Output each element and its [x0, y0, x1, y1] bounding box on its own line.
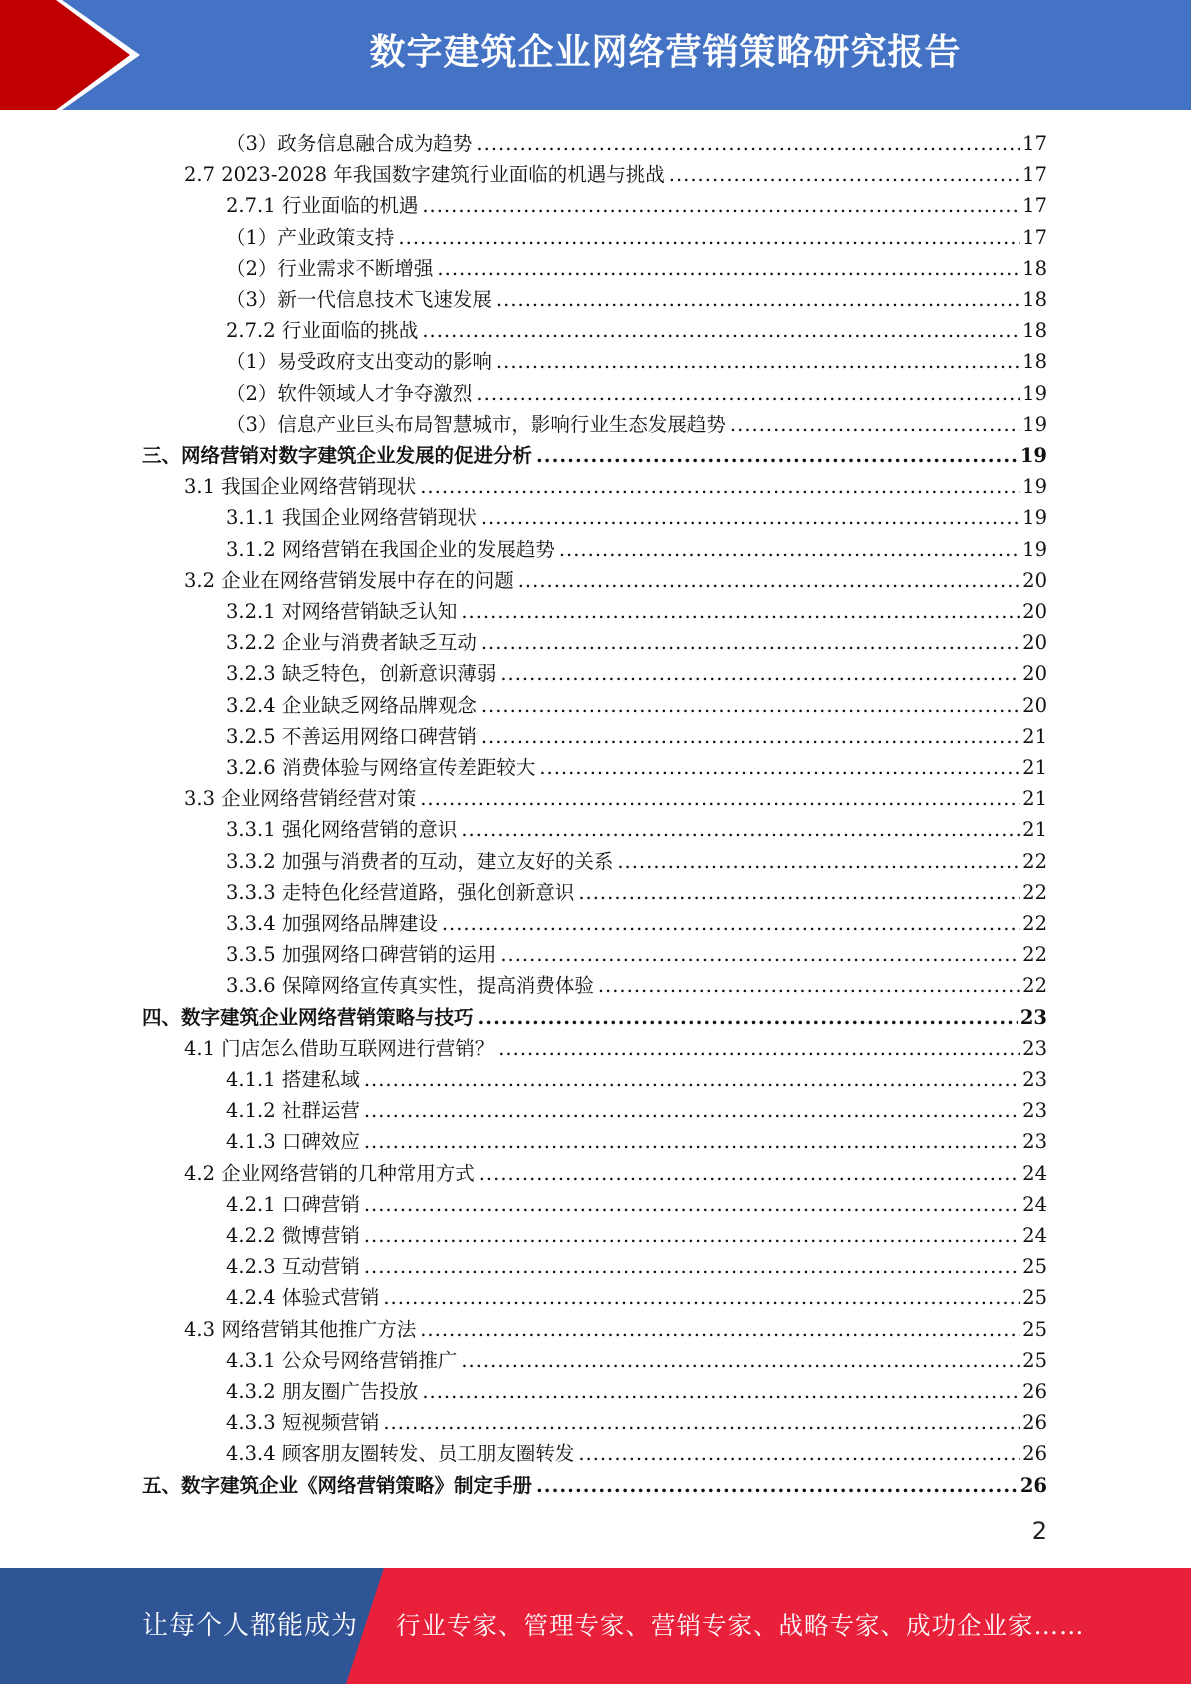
toc-entry[interactable]: [226, 596, 1047, 627]
toc-entry[interactable]: [184, 471, 1047, 502]
toc-dot-leader: [364, 1220, 1020, 1251]
toc-entry-page: 22: [1022, 943, 1047, 967]
toc-entry[interactable]: [226, 908, 1047, 939]
toc-entry-title: 4.3.3 短视频营销: [226, 1411, 380, 1435]
toc-entry[interactable]: [226, 1189, 1047, 1220]
toc-dot-leader: [383, 1407, 1020, 1438]
toc-dot-leader: [420, 1314, 1020, 1345]
toc-entry-title: 4.2.4 体验式营销: [226, 1286, 380, 1310]
toc-entry-page: 20: [1022, 662, 1047, 686]
toc-entry-page: 17: [1022, 225, 1047, 249]
toc-entry[interactable]: [226, 346, 1047, 377]
toc-entry-title: 4.2.1 口碑营销: [226, 1192, 360, 1216]
toc-dot-leader: [364, 1126, 1020, 1157]
toc-dot-leader: [476, 128, 1020, 159]
toc-entry[interactable]: [226, 877, 1047, 908]
toc-entry-page: 23: [1022, 1036, 1047, 1060]
toc-entry[interactable]: [226, 378, 1047, 409]
toc-entry[interactable]: [226, 1438, 1047, 1469]
toc-entry-page: 17: [1022, 194, 1047, 218]
toc-entry-title: （2）软件领域人才争夺激烈: [226, 381, 473, 405]
toc-entry-title: 3.3.5 加强网络口碑营销的运用: [226, 943, 497, 967]
toc-entry-title: （3）新一代信息技术飞速发展: [226, 288, 492, 311]
toc-entry[interactable]: [226, 128, 1047, 159]
toc-entry[interactable]: [184, 565, 1047, 596]
toc-entry-title: 4.3 网络营销其他推广方法: [184, 1317, 417, 1341]
toc-entry-page: 24: [1022, 1161, 1047, 1185]
toc-entry-page: 26: [1019, 1473, 1047, 1497]
toc-dot-leader: [364, 1189, 1020, 1220]
toc-entry-page: 26: [1022, 1380, 1047, 1403]
toc-entry-title: 4.1.3 口碑效应: [226, 1130, 360, 1154]
toc-entry-title: 3.3.6 保障网络宣传真实性，提高消费体验: [226, 974, 594, 998]
toc-entry[interactable]: [184, 1158, 1047, 1189]
toc-entry-page: 21: [1022, 787, 1047, 811]
toc-entry-title: （3）信息产业巨头布局智慧城市，影响行业生态发展趋势: [226, 412, 726, 436]
toc-entry-page: 19: [1019, 444, 1047, 467]
toc-entry-page: 26: [1022, 1442, 1047, 1466]
toc-entry[interactable]: [226, 1282, 1047, 1313]
toc-entry-page: 18: [1022, 319, 1047, 343]
report-title: 数字建筑企业网络营销策略研究报告: [369, 32, 962, 73]
toc-entry[interactable]: [226, 1376, 1047, 1407]
toc-entry-title: 3.2.3 缺乏特色，创新意识薄弱: [226, 662, 497, 686]
toc-entry-title: 4.3.4 顾客朋友圈转发、员工朋友圈转发: [226, 1442, 575, 1466]
toc-entry-page: 25: [1022, 1286, 1047, 1310]
toc-entry-page: 22: [1022, 880, 1047, 904]
toc-dot-leader: [481, 721, 1020, 752]
toc-entry-page: 19: [1022, 537, 1047, 561]
toc-dot-leader: [496, 346, 1020, 377]
toc-entry-page: 23: [1022, 1068, 1047, 1091]
toc-entry-page: 24: [1022, 1224, 1047, 1247]
toc-dot-leader: [539, 752, 1020, 783]
toc-entry[interactable]: [226, 1064, 1047, 1095]
toc-entry[interactable]: [142, 1002, 1047, 1033]
toc-dot-leader: [559, 534, 1020, 565]
toc-entry-page: 19: [1022, 381, 1047, 405]
toc-entry[interactable]: [226, 627, 1047, 658]
toc-entry-title: 3.2.5 不善运用网络口碑营销: [226, 724, 477, 748]
toc-entry-title: 4.1.2 社群运营: [226, 1099, 360, 1123]
toc-entry[interactable]: [226, 1407, 1047, 1438]
toc-entry[interactable]: [184, 1033, 1047, 1064]
toc-dot-leader: [420, 783, 1020, 814]
toc-entry-page: 18: [1022, 256, 1047, 280]
toc-entry-title: 4.1 门店怎么借助互联网进行营销？: [184, 1036, 495, 1060]
toc-entry[interactable]: [226, 284, 1047, 315]
toc-dot-leader: [461, 1345, 1020, 1376]
toc-entry[interactable]: [184, 783, 1047, 814]
toc-dot-leader: [398, 222, 1020, 253]
toc-entry-title: 3.2.1 对网络营销缺乏认知: [226, 600, 458, 623]
toc-entry-title: 2.7.1 行业面临的机遇: [226, 194, 419, 218]
toc-entry-page: 22: [1022, 849, 1047, 873]
toc-entry-page: 17: [1022, 163, 1047, 187]
toc-dot-leader: [481, 502, 1020, 533]
toc-dot-leader: [500, 939, 1020, 970]
toc-entry-page: 21: [1022, 818, 1047, 842]
toc-dot-leader: [518, 565, 1020, 596]
toc-entry-page: 22: [1022, 912, 1047, 935]
toc-dot-leader: [478, 1002, 1018, 1033]
toc-entry-page: 21: [1022, 756, 1047, 779]
toc-entry-page: 18: [1022, 350, 1047, 374]
toc-entry-title: 3.2.2 企业与消费者缺乏互动: [226, 631, 477, 655]
toc-entry-page: 22: [1022, 974, 1047, 998]
toc-entry-page: 18: [1022, 288, 1047, 311]
toc-entry-title: 四、数字建筑企业网络营销策略与技巧: [142, 1005, 474, 1029]
toc-dot-leader: [422, 190, 1020, 221]
toc-entry-title: 3.2.6 消费体验与网络宣传差距较大: [226, 756, 536, 779]
toc-dot-leader: [437, 253, 1020, 284]
toc-entry-title: 3.2 企业在网络营销发展中存在的问题: [184, 568, 514, 592]
toc-entry-page: 19: [1022, 475, 1047, 499]
toc-entry-page: 19: [1022, 506, 1047, 530]
toc-dot-leader: [422, 1376, 1020, 1407]
toc-entry-title: 3.2.4 企业缺乏网络品牌观念: [226, 693, 477, 717]
toc-entry-page: 23: [1022, 1130, 1047, 1154]
toc-dot-leader: [383, 1282, 1020, 1313]
toc-entry-page: 19: [1022, 412, 1047, 436]
toc-entry[interactable]: [226, 409, 1047, 440]
toc-entry[interactable]: [226, 970, 1047, 1001]
toc-entry[interactable]: [226, 846, 1047, 877]
toc-entry[interactable]: [226, 222, 1047, 253]
toc-entry[interactable]: [142, 440, 1047, 471]
toc-dot-leader: [578, 1438, 1020, 1469]
toc-dot-leader: [364, 1251, 1020, 1282]
toc-dot-leader: [461, 596, 1020, 627]
toc-entry-page: 23: [1022, 1099, 1047, 1123]
toc-entry-title: （1）易受政府支出变动的影响: [226, 350, 492, 374]
toc-entry-title: 五、数字建筑企业《网络营销策略》制定手册: [142, 1473, 533, 1497]
toc-entry[interactable]: [226, 1345, 1047, 1376]
toc-dot-leader: [500, 658, 1020, 689]
toc-entry-title: 3.3.2 加强与消费者的互动，建立友好的关系: [226, 849, 614, 873]
page-footer: [0, 1568, 1191, 1684]
toc-entry-page: 26: [1022, 1411, 1047, 1435]
toc-entry-title: 4.2.2 微博营销: [226, 1224, 360, 1247]
toc-dot-leader: [420, 471, 1020, 502]
footer-slogan-left: 让每个人都能成为: [142, 1611, 359, 1641]
toc-dot-leader: [364, 1064, 1020, 1095]
toc-entry[interactable]: [226, 658, 1047, 689]
toc-entry-title: 3.1.1 我国企业网络营销现状: [226, 506, 477, 530]
footer-slogan-right: 行业专家、管理专家、营销专家、战略专家、成功企业家……: [396, 1611, 1085, 1640]
toc-entry-page: 25: [1022, 1317, 1047, 1341]
toc-dot-leader: [364, 1095, 1020, 1126]
toc-entry[interactable]: [184, 159, 1047, 190]
toc-entry[interactable]: [226, 190, 1047, 221]
toc-entry-page: 25: [1022, 1255, 1047, 1279]
toc-entry-page: 20: [1022, 693, 1047, 717]
toc-entry[interactable]: [226, 253, 1047, 284]
toc-dot-leader: [498, 1033, 1020, 1064]
toc-entry[interactable]: [226, 721, 1047, 752]
toc-dot-leader: [536, 1470, 1018, 1501]
toc-entry[interactable]: [142, 1470, 1047, 1501]
toc-dot-leader: [476, 378, 1020, 409]
toc-entry-page: 23: [1019, 1005, 1047, 1029]
toc-entry-title: 3.3.1 强化网络营销的意识: [226, 818, 458, 842]
toc-dot-leader: [496, 284, 1020, 315]
toc-entry[interactable]: [226, 1251, 1047, 1282]
toc-entry-page: 24: [1022, 1192, 1047, 1216]
toc-entry[interactable]: [226, 752, 1047, 783]
toc-entry[interactable]: [226, 534, 1047, 565]
toc-entry[interactable]: [226, 690, 1047, 721]
toc-entry-title: （1）产业政策支持: [226, 225, 395, 249]
toc-entry-title: （3）政务信息融合成为趋势: [226, 132, 473, 155]
toc-entry-title: 4.3.2 朋友圈广告投放: [226, 1380, 419, 1403]
toc-entry[interactable]: [226, 502, 1047, 533]
toc-dot-leader: [481, 627, 1020, 658]
toc-entry-page: 17: [1022, 132, 1047, 155]
toc-dot-leader: [598, 970, 1020, 1001]
toc-entry-title: 3.3.4 加强网络品牌建设: [226, 912, 438, 935]
toc-entry-title: 4.1.1 搭建私域: [226, 1068, 360, 1091]
toc-entry-page: 20: [1022, 600, 1047, 623]
header-chevron-decoration: [0, 0, 160, 110]
toc-entry[interactable]: [226, 1126, 1047, 1157]
toc-dot-leader: [730, 409, 1020, 440]
toc-dot-leader: [481, 690, 1020, 721]
toc-entry-title: 3.1 我国企业网络营销现状: [184, 475, 417, 499]
toc-entry-title: （2）行业需求不断增强: [226, 256, 434, 280]
toc-dot-leader: [442, 908, 1020, 939]
toc-entry-page: 20: [1022, 568, 1047, 592]
toc-dot-leader: [617, 846, 1020, 877]
toc-entry-title: 2.7.2 行业面临的挑战: [226, 319, 419, 343]
toc-entry-title: 3.1.2 网络营销在我国企业的发展趋势: [226, 537, 555, 561]
toc-dot-leader: [479, 1158, 1020, 1189]
toc-entry-title: 2.7 2023-2028 年我国数字建筑行业面临的机遇与挑战: [184, 163, 665, 187]
toc-dot-leader: [578, 877, 1020, 908]
toc-entry-title: 3.3 企业网络营销经营对策: [184, 787, 417, 811]
toc-entry[interactable]: [226, 1095, 1047, 1126]
toc-entry[interactable]: [226, 1220, 1047, 1251]
page-header: [0, 0, 1191, 110]
toc-dot-leader: [536, 440, 1018, 471]
toc-dot-leader: [422, 315, 1020, 346]
toc-entry-title: 4.2.3 互动营销: [226, 1255, 360, 1279]
toc-entry[interactable]: [226, 315, 1047, 346]
toc-entry[interactable]: [184, 1314, 1047, 1345]
toc-entry-title: 4.3.1 公众号网络营销推广: [226, 1348, 458, 1372]
toc-dot-leader: [461, 814, 1020, 845]
toc-entry-title: 3.3.3 走特色化经营道路，强化创新意识: [226, 880, 575, 904]
toc-entry-page: 25: [1022, 1348, 1047, 1372]
toc-entry-page: 20: [1022, 631, 1047, 655]
toc-entry[interactable]: [226, 939, 1047, 970]
page-number: 2: [1031, 1517, 1047, 1545]
toc-entry-title: 4.2 企业网络营销的几种常用方式: [184, 1161, 475, 1185]
toc-dot-leader: [669, 159, 1020, 190]
toc-entry-title: 三、网络营销对数字建筑企业发展的促进分析: [142, 444, 533, 467]
toc-entry[interactable]: [226, 814, 1047, 845]
toc-entry-page: 21: [1022, 724, 1047, 748]
